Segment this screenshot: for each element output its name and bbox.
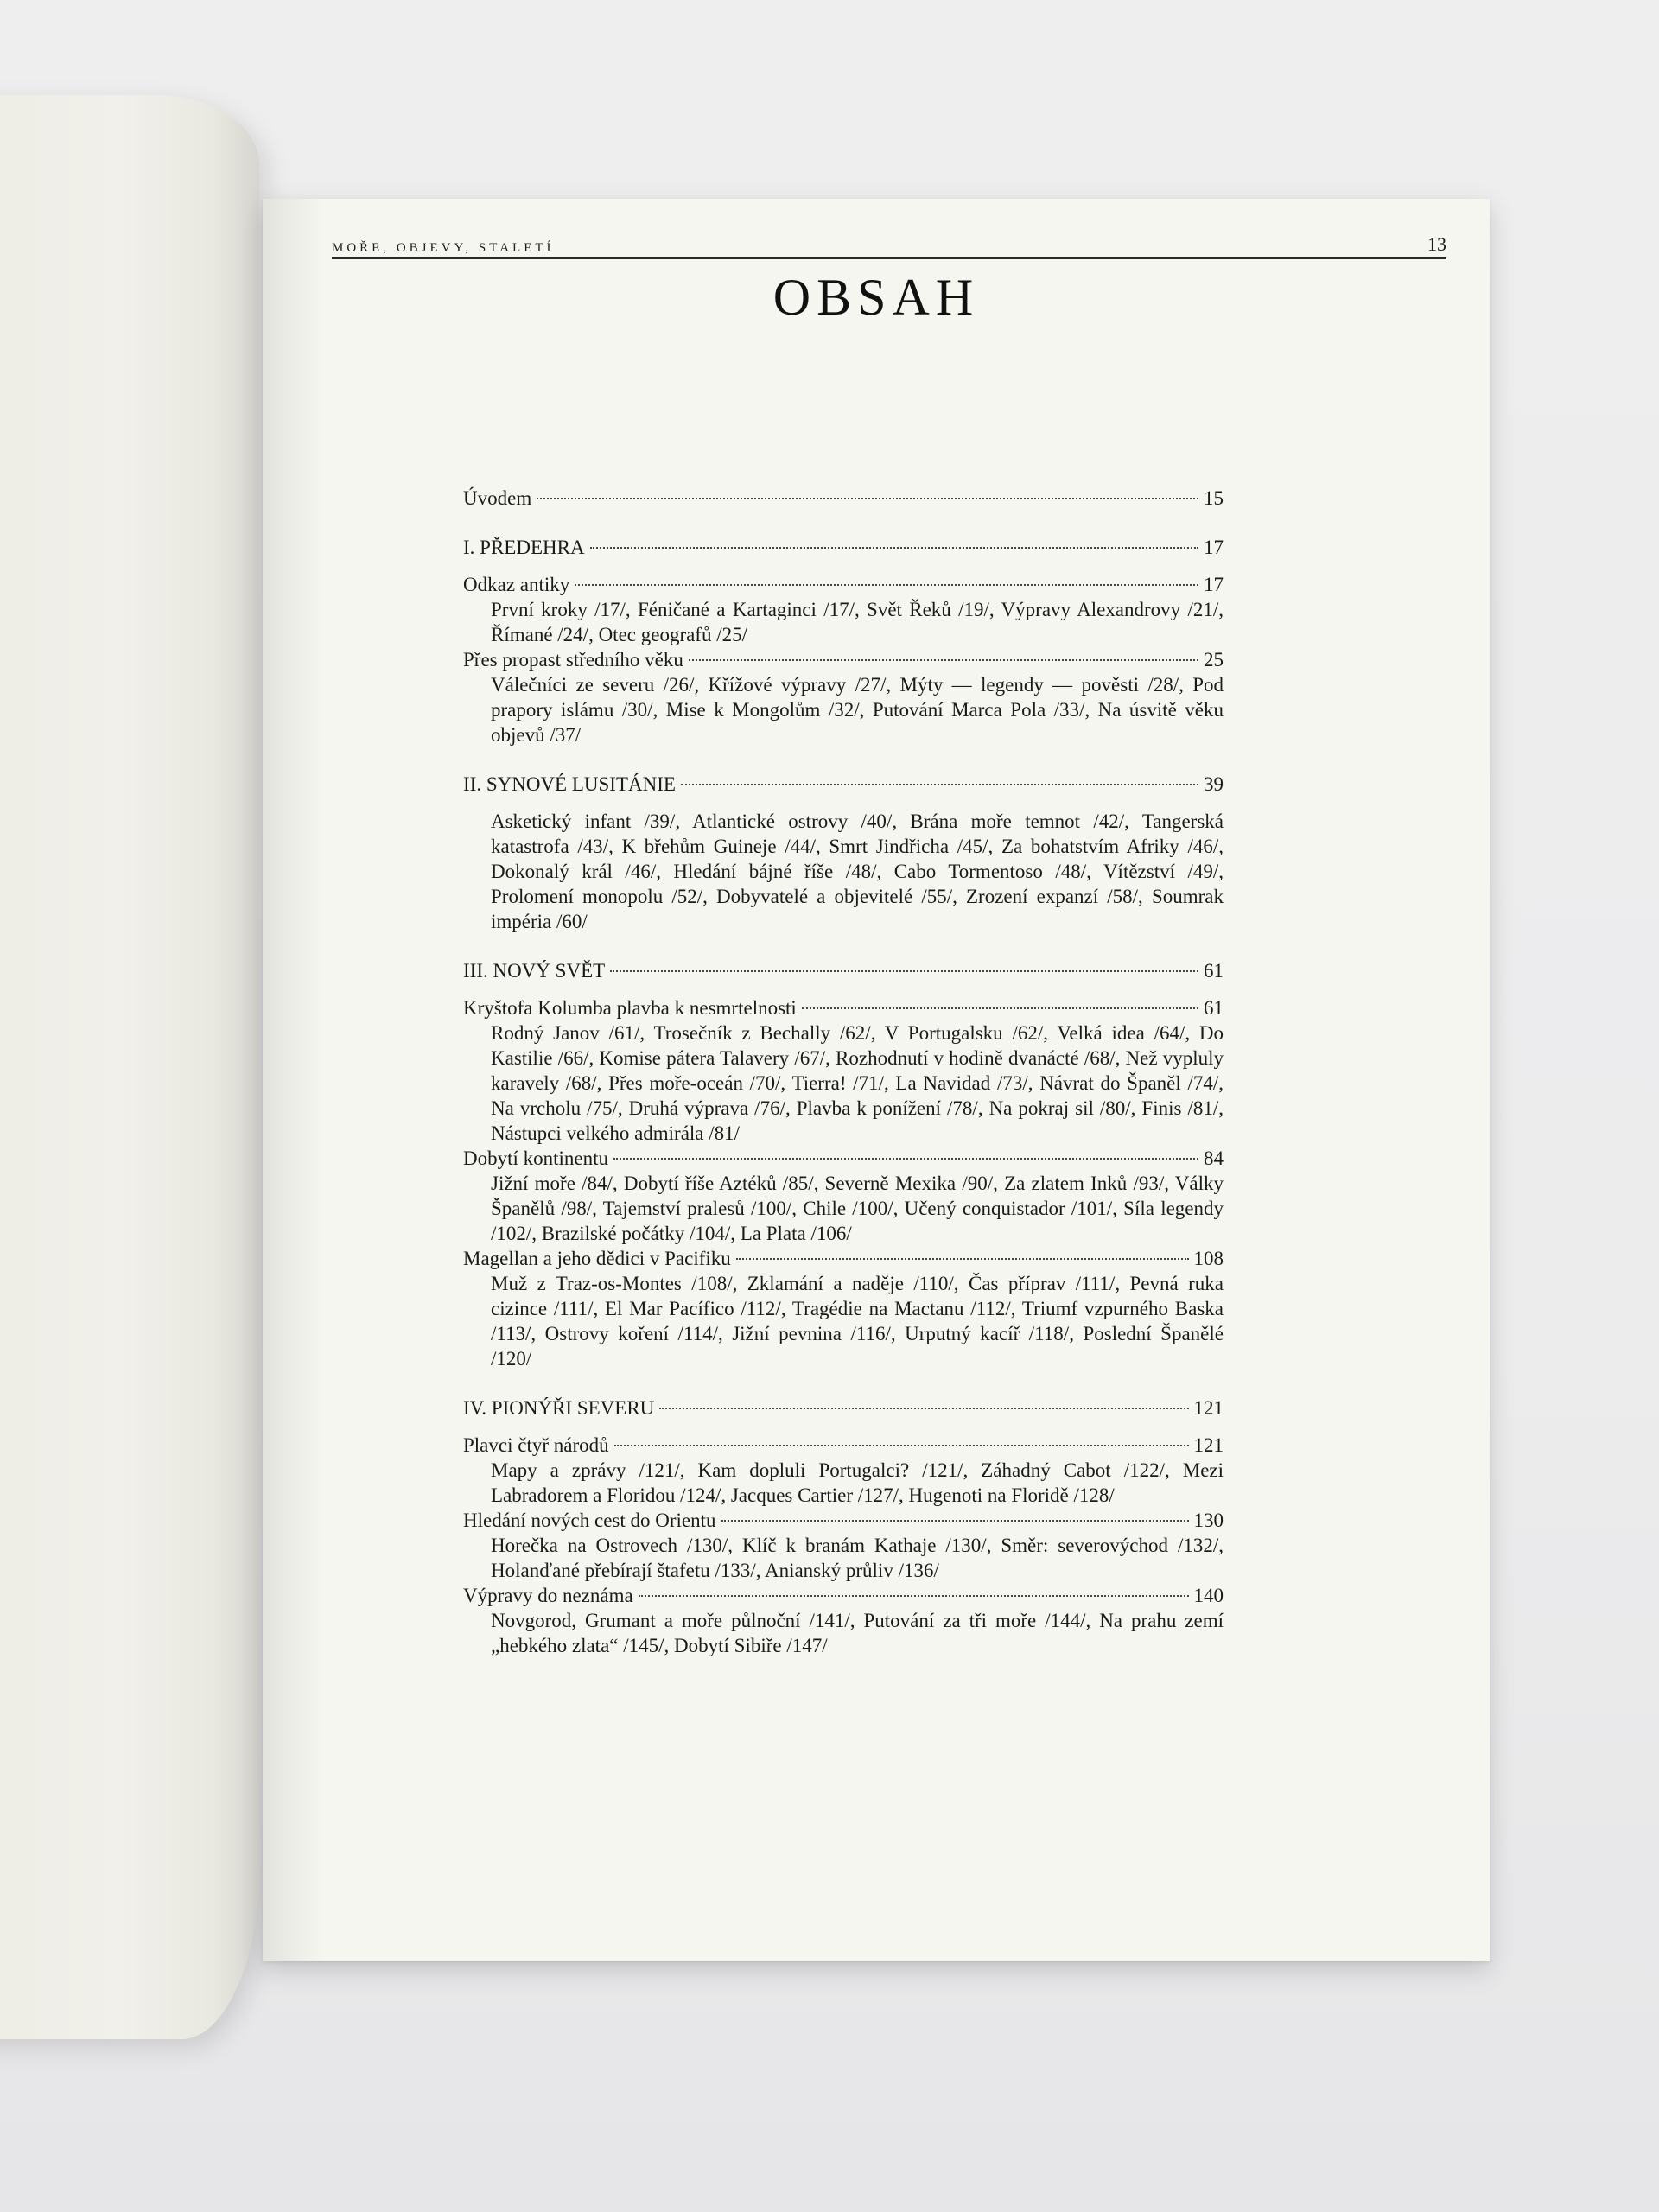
toc-label: Přes propast středního věku bbox=[463, 649, 683, 671]
dot-leader bbox=[537, 498, 1198, 499]
toc-page: 25 bbox=[1204, 649, 1224, 671]
toc-page: 17 bbox=[1204, 574, 1224, 595]
toc-section-desc: První kroky /17/, Féničané a Kartaginci /17/, Svět Řeků /19/, Výpravy Alexandrovy /21/, Římané /24/, Otec geografů /25/ bbox=[491, 599, 1224, 645]
dot-leader bbox=[721, 1520, 1189, 1522]
toc-label: Dobytí kontinentu bbox=[463, 1147, 609, 1169]
toc-section-desc: Jižní moře /84/, Dobytí říše Aztéků /85/, Severně Mexika /90/, Za zlatem Inků /93/, Války Španělů /98/, Tajemství pralesů /100/, Chile /100/, Učený conquistador /101/, Síla legendy /102/, Brazilské počátky /104/, La Plata /106/ bbox=[491, 1173, 1224, 1244]
toc-page: 39 bbox=[1204, 773, 1224, 795]
dot-leader bbox=[639, 1595, 1189, 1597]
dot-leader bbox=[590, 547, 1198, 549]
toc-entry-intro bbox=[463, 486, 1224, 511]
dot-leader bbox=[659, 1408, 1188, 1409]
toc-page: 61 bbox=[1204, 997, 1224, 1019]
dot-leader bbox=[575, 584, 1198, 586]
toc-section bbox=[463, 1508, 1224, 1533]
page-number: 13 bbox=[1427, 233, 1446, 255]
book-page bbox=[263, 199, 1490, 1961]
toc-label: Magellan a jeho dědici v Pacifiku bbox=[463, 1248, 731, 1269]
toc-section-desc: Mapy a zprávy /121/, Kam dopluli Portugalci? /121/, Záhadný Cabot /122/, Mezi Labradorem a Floridou /124/, Jacques Cartier /127/, Hugenoti na Floridě /128/ bbox=[491, 1459, 1224, 1506]
toc-label: Odkaz antiky bbox=[463, 574, 570, 595]
toc-section bbox=[463, 572, 1224, 597]
dot-leader bbox=[736, 1258, 1189, 1260]
toc-page: 61 bbox=[1204, 960, 1224, 982]
dot-leader bbox=[689, 659, 1198, 661]
toc-label: Kryštofa Kolumba plavba k nesmrtelnosti bbox=[463, 997, 797, 1019]
toc-page: 15 bbox=[1204, 487, 1224, 509]
toc-part-4 bbox=[463, 1395, 1224, 1421]
toc-part-1 bbox=[463, 535, 1224, 560]
dot-leader bbox=[614, 1445, 1189, 1446]
toc-label: Výpravy do neznáma bbox=[463, 1585, 633, 1606]
left-page bbox=[0, 95, 259, 2039]
toc-page: 84 bbox=[1204, 1147, 1224, 1169]
dot-leader bbox=[613, 1158, 1198, 1160]
toc-label: Hledání nových cest do Orientu bbox=[463, 1510, 716, 1531]
toc-section bbox=[463, 1146, 1224, 1171]
toc-section-desc: Rodný Janov /61/, Trosečník z Bechally /62/, V Portugalsku /62/, Velká idea /64/, Do Kastilie /66/, Komise pátera Talavery /67/, Rozhodnutí v hodině dvanácté /68/, Než vypluly karavely /68/, Přes moře-oceán /70/, Tierra! /71/, La Navidad /73/, Návrat do Španěl /74/, Na vrcholu /75/, Druhá výprava /76/, Plavba k ponížení /78/, Na pokraj sil /80/, Finis /81/, Nástupci velkého admirála /81/ bbox=[491, 1022, 1224, 1144]
dot-leader bbox=[681, 784, 1198, 785]
toc-part-3 bbox=[463, 958, 1224, 983]
toc-page: 17 bbox=[1204, 537, 1224, 558]
dot-leader bbox=[610, 970, 1198, 972]
toc-section bbox=[463, 1433, 1224, 1458]
toc-page: 121 bbox=[1193, 1434, 1224, 1456]
running-head-title: MOŘE, OBJEVY, STALETÍ bbox=[332, 241, 555, 255]
toc-page: 108 bbox=[1193, 1248, 1224, 1269]
toc-part-desc: Asketický infant /39/, Atlantické ostrovy /40/, Brána moře temnot /42/, Tangerská katastrofa /43/, K břehům Guineje /44/, Smrt Jindřicha /45/, Za bohatstvím Afriky /46/, Dokonalý král /46/, Hledání bájné říše /48/, Cabo Tormentoso /48/, Vítězství /49/, Prolomení monopolu /52/, Dobyvatelé a objevitelé /55/, Zrození expanzí /58/, Soumrak impéria /60/ bbox=[491, 810, 1224, 932]
toc-section bbox=[463, 1583, 1224, 1608]
running-head bbox=[332, 233, 1446, 259]
toc-section-desc: Válečníci ze severu /26/, Křížové výpravy /27/, Mýty — legendy — pověsti /28/, Pod prapory islámu /30/, Mise k Mongolům /32/, Putování Marca Pola /33/, Na úsvitě věku objevů /37/ bbox=[491, 674, 1224, 746]
toc-label: Úvodem bbox=[463, 487, 532, 509]
toc-section-desc: Muž z Traz-os-Montes /108/, Zklamání a naděje /110/, Čas příprav /111/, Pevná ruka cizince /111/, El Mar Pacífico /112/, Tragédie na Mactanu /112/, Triumf vzpurného Baska /113/, Ostrovy koření /114/, Jižní pevnina /116/, Urputný kacíř /118/, Poslední Španělé /120/ bbox=[491, 1273, 1224, 1370]
page-title: OBSAH bbox=[772, 269, 980, 326]
dot-leader bbox=[802, 1007, 1198, 1009]
toc-page: 140 bbox=[1193, 1585, 1224, 1606]
toc-label: IV. PIONÝŘI SEVERU bbox=[463, 1397, 655, 1419]
toc-section bbox=[463, 1246, 1224, 1271]
table-of-contents bbox=[463, 486, 1224, 1658]
toc-section bbox=[463, 995, 1224, 1020]
toc-section bbox=[463, 647, 1224, 672]
toc-part-2 bbox=[463, 772, 1224, 797]
toc-page: 121 bbox=[1193, 1397, 1224, 1419]
toc-section-desc: Horečka na Ostrovech /130/, Klíč k branám Kathaje /130/, Směr: severovýchod /132/, Holanďané přebírají štafetu /133/, Anianský průliv /136/ bbox=[491, 1535, 1224, 1581]
toc-label: Plavci čtyř národů bbox=[463, 1434, 609, 1456]
toc-label: I. PŘEDEHRA bbox=[463, 537, 585, 558]
toc-page: 130 bbox=[1193, 1510, 1224, 1531]
toc-label: II. SYNOVÉ LUSITÁNIE bbox=[463, 773, 676, 795]
page-gutter-shadow bbox=[263, 199, 323, 1961]
toc-section-desc: Novgorod, Grumant a moře půlnoční /141/, Putování za tři moře /144/, Na prahu zemí „hebkého zlata“ /145/, Dobytí Sibiře /147/ bbox=[491, 1610, 1224, 1656]
toc-label: III. NOVÝ SVĚT bbox=[463, 960, 606, 982]
